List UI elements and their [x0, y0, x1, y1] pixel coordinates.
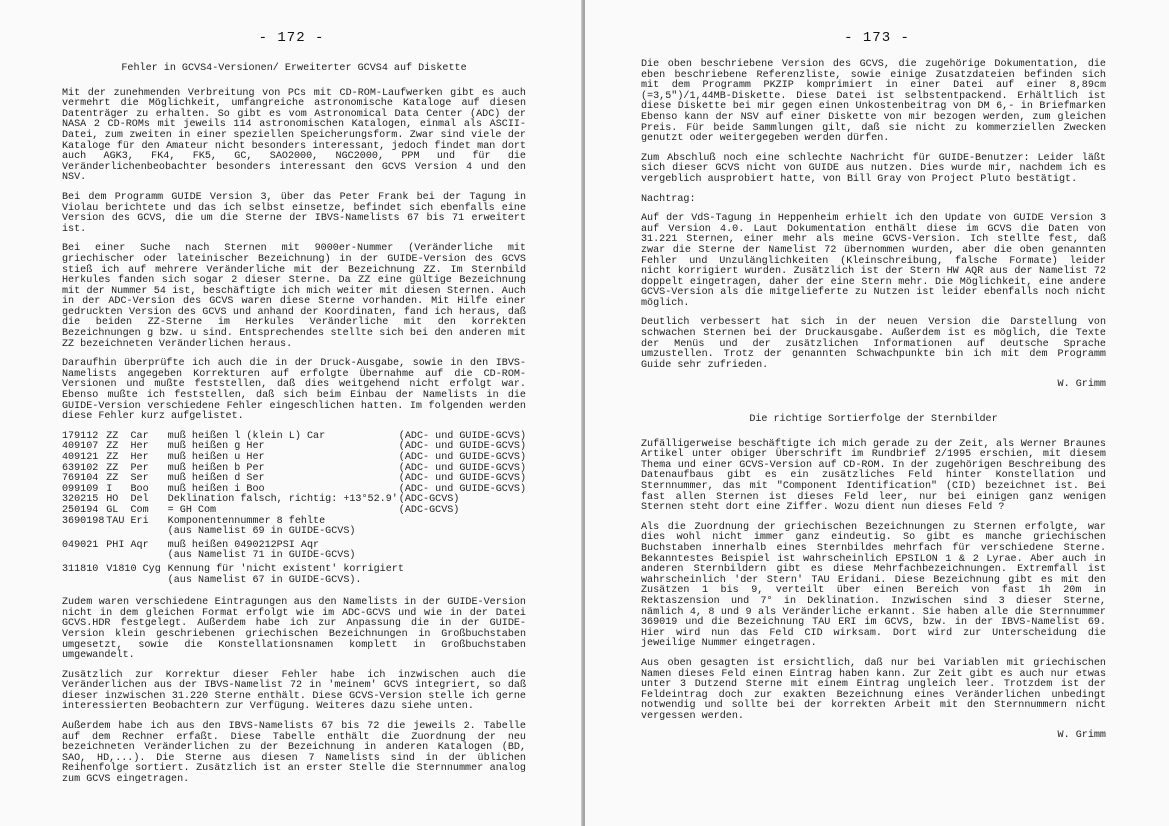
- table-row-continuation: [62, 576, 526, 587]
- correction-text: muß heißen l (klein L) Car: [167, 430, 326, 442]
- table-row: [62, 453, 526, 464]
- star-number: 769104: [62, 473, 99, 485]
- star-name: ZZ Her: [106, 452, 149, 463]
- paragraph: Zum Abschluß noch eine schlechte Nachricht für GUIDE-Benutzer: Leider läßt sich dieser GCVS nicht von GUIDE aus nutzen. Dies wurde mir, nachdem ich es vergeblich ausprobiert hatte, von Bill Gray von Project Pluto bestätigt.: [641, 152, 1106, 185]
- star-number: 049021: [62, 539, 99, 551]
- paragraph: Zudem waren verschiedene Eintragungen aus den Namelists in der GUIDE-Version nicht in dem gleichen Format erfolgt wie im ADC-GCVS und wie in der Datei GCVS.HDR festgelegt. Außerdem habe ich zur Anpassung die in der GUIDE-Version klein geschriebenen griechischen Bezeichnungen in Großbuchstaben umgesetzt, sowie die Konstellationsnamen komplett in Großbuchstaben umgewandelt.: [62, 597, 526, 662]
- right-text-column: [641, 60, 1106, 748]
- star-name: ZZ Ser: [106, 473, 149, 485]
- correction-text: Komponentennummer 8 fehlte: [167, 515, 326, 527]
- paragraph: Daraufhin überprüfte ich auch die in der Druck-Ausgabe, sowie in den IBVS-Namelists angegeben Korrekturen auf erfolgte Übernahme auf die CD-ROM-Versionen und mußte feststellen, daß dies weitgehend nicht erfolgt war. Ebenso mußte ich feststellen, daß sich beim Einbau der Namelists in die GUIDE-Version verschiedene Fehler eingeschlichen hatten. Im folgenden werden diese Fehler kurz aufgelistet.: [62, 358, 526, 423]
- star-name: ZZ Car: [106, 430, 149, 442]
- left-page: [0, 0, 583, 826]
- correction-text: Deklination falsch, richtig: +13°52.9': [167, 494, 398, 506]
- left-text-column: [62, 60, 526, 795]
- star-name: GL Com: [106, 504, 149, 516]
- star-number: 179112: [62, 430, 99, 442]
- article-heading-gcvs4: Fehler in GCVS4-Versionen/ Erweiterter GCVS4 auf Diskette: [121, 63, 467, 74]
- star-number: 099109: [62, 483, 99, 495]
- page-number-left: - 172 -: [258, 30, 325, 46]
- star-number: 320215: [62, 494, 99, 506]
- correction-text: muß heißen i Boo: [167, 483, 265, 495]
- table-row: [62, 506, 526, 517]
- corrections-table: [62, 432, 526, 586]
- source-note: (ADC- und GUIDE-GCVS): [398, 441, 526, 453]
- page-number-right: - 173 -: [844, 30, 910, 46]
- star-name: ZZ Per: [106, 462, 149, 474]
- article-heading-sortierfolge: Die richtige Sortierfolge der Sternbilder: [749, 414, 998, 426]
- star-number: 250194: [62, 504, 99, 516]
- paragraph: Aus oben gesagten ist ersichtlich, daß nur bei Variablen mit griechischen Namen dieses Feld einen Eintrag haben kann. Zur Zeit gibt es auch nur etwas unter 3 Dutzend Sterne mit einem Eintrag ungleich leer. Trotzdem ist der Feldeintrag doch zur exakten Bezeichnung eines Veränderlichen unbedingt notwendig und sollte bei der korrekten Arbeit mit den Sternnummern nicht vergessen werden.: [641, 657, 1106, 722]
- source-note: (ADC-GCVS): [398, 504, 460, 516]
- star-name: V1810 Cyg: [106, 563, 161, 575]
- paragraph: Deutlich verbessert hat sich in der neuen Version die Darstellung von schwachen Sternen bei der Druckausgabe. Außerdem ist es möglich, die Texte der Menüs und der zusätzlichen Informationen auf deutsche Sprache umzustellen. Trotz der genannten Schwachpunkte bin ich mit dem Programm Guide sehr zufrieden.: [641, 317, 1106, 371]
- author-signature: W. Grimm: [1057, 730, 1106, 742]
- author-signature: W. Grimm: [1057, 379, 1106, 391]
- table-row-continuation: [62, 551, 526, 562]
- source-note: (ADC- und GUIDE-GCVS): [398, 473, 526, 485]
- paragraph: Bei einer Suche nach Sternen mit 9000er-Nummer (Veränderliche mit griechischer oder lateinischer Bezeichnung) in der GUIDE-Version des GCVS stieß ich auf mehrere Veränderliche mit der Bezeichnung ZZ. Im Sternbild Herkules fanden sich sogar 2 dieser Sterne. Da ZZ eine gültige Bezeichnung mit der Nummer 54 ist, beschäftigte ich mich weiter mit diesen Sternen. Auch in der ADC-Version des GCVS waren diese Sterne vorhanden. Mit Hilfe einer gedruckten Version des GCVS und anhand der Koordinaten, fand ich heraus, daß die beiden ZZ-Sterne im Herkules Veränderliche mit den korrekten Bezeichnungen g bzw. u sind. Entsprechendes stellte sich bei den anderen mit ZZ bezeichneten Veränderlichen heraus.: [62, 243, 526, 350]
- star-number: 409121: [62, 452, 99, 463]
- star-name: ZZ Her: [106, 441, 149, 453]
- star-name: PHI Aqr: [106, 539, 149, 551]
- correction-note: (aus Namelist 71 in GUIDE-GCVS): [167, 550, 356, 562]
- right-page: [585, 0, 1169, 826]
- paragraph: Die oben beschriebene Version des GCVS, die zugehörige Dokumentation, die eben beschriebene Referenzliste, sowie einige Zusatzdateien befinden sich mit dem Programm PKZIP komprimiert in einer Datei auf einer 8,89cm (=3,5")/1,44MB-Diskette. Diese Datei ist selbstentpackend. Erhältlich ist diese Diskette bei mir gegen einen Unkostenbeitrag von DM 6,- in Briefmarken Ebenso kann der NSV auf einer Diskette von mir bezogen werden, zum gleichen Preis. Für beide Sammlungen gilt, daß sie nicht zu kommerziellen Zwecken genutzt oder weitergegeben werden dürfen.: [641, 59, 1106, 145]
- correction-text: muß heißen d Ser: [167, 473, 265, 485]
- correction-text: muß heißen g Her: [167, 441, 265, 453]
- source-note: (ADC-GCVS): [398, 494, 460, 506]
- correction-text: muß heißen u Her: [167, 452, 265, 463]
- star-number: 311810: [62, 563, 99, 575]
- correction-text: = GH Com: [167, 504, 217, 516]
- paragraph: Außerdem habe ich aus den IBVS-Namelists 67 bis 72 die jeweils 2. Tabelle auf dem Rechner erfaßt. Diese Tabelle enthält die Zuordnung der neu bezeichneten Veränderlichen zu der Bezeichnung in anderen Katalogen (BD, SAO, HD,...). Die Sterne aus diesen 7 Namelists sind in der üblichen Reihenfolge sortiert. Zusätzlich ist an erster Stelle die Sternnummer analog zum GCVS eingetragen.: [62, 721, 526, 786]
- source-note: (ADC- und GUIDE-GCVS): [398, 483, 526, 495]
- star-number: 639102: [62, 462, 99, 474]
- star-number: 3690198: [62, 515, 105, 527]
- correction-text: muß heißen 0490212PSI Aqr: [167, 539, 320, 551]
- addendum-label: Nachtrag:: [641, 193, 696, 205]
- paragraph: Mit der zunehmenden Verbreitung von PCs mit CD-ROM-Laufwerken gibt es auch vermehrt die Möglichkeit, umfangreiche astronomische Kataloge auf diesen Datenträger zu erhalten. So gibt es vom Astronomical Data Center (ADC) der NASA 2 CD-ROMs mit jeweils 114 astronomischen Katalogen, einmal als ASCII-Datei, zum zweiten in einer speziellen Speicherungsform. Zwar sind viele der Kataloge für den Amateur nicht besonders interessant, jedoch findet man dort auch AGK3, FK4, FK5, GC, SAO2000, NGC2000, PPM und für die Veränderlichenbeobachter besonders interessant den GCVS Version 4 und den NSV.: [62, 87, 526, 184]
- table-row-continuation: [62, 527, 526, 538]
- paragraph: Auf der VdS-Tagung in Heppenheim erhielt ich den Update von GUIDE Version 3 auf Version 4.0. Laut Dokumentation enthält diese im GCVS die Daten von 31.221 Sternen, einer mehr als meine GCVS-Version. Ich stellte fest, daß zwar die Sterne der Namelist 72 übernommen wurden, aber die oben genannten Fehler und Unzulänglichkeiten (Kleinschreibung, falsche Formate) leider nicht korrigiert wurden. Zusätzlich ist der Stern HW AQR aus der Namelist 72 doppelt eingetragen, daher der eine Stern mehr. Die Möglichkeit, eine andere GCVS-Version als die mitgelieferte zu Nutzen ist leider ebenfalls noch nicht möglich.: [641, 213, 1106, 309]
- source-note: (ADC- und GUIDE-GCVS): [398, 430, 526, 442]
- paragraph: Zufälligerweise beschäftigte ich mich gerade zu der Zeit, als Werner Braunes Artikel unter obiger Überschrift im Rundbrief 2/1995 erschien, mit diesem Thema und einer GCVS-Version auf CD-ROM. In der zugehörigen Beschreibung des Datenaufbaus gibt es ein zusätzliches Feld hinter Konstellation und Sternnummer, das mit "Component Identification" (CID) bezeichnet ist. Bei fast allen Sternen ist dieses Feld leer, nur bei einigen ganz wenigen Sternen steht dort eine Ziffer. Wozu dient nun dieses Feld ?: [641, 438, 1106, 514]
- correction-text: Kennung für 'nicht existent' korrigiert: [167, 563, 404, 575]
- source-note: (ADC- und GUIDE-GCVS): [398, 452, 526, 463]
- source-note: (ADC- und GUIDE-GCVS): [398, 462, 526, 474]
- correction-note: (aus Namelist 67 in GUIDE-GCVS).: [167, 574, 362, 586]
- star-name: TAU Eri: [106, 515, 149, 527]
- paragraph: Bei dem Programm GUIDE Version 3, über das Peter Frank bei der Tagung in Violau berichtete und das ich selbst einsetze, befindet sich ebenfalls eine Version des GCVS, die um die Sterne der IBVS-Namelists 67 bis 71 erweitert ist.: [62, 191, 526, 235]
- star-number: 409107: [62, 441, 99, 453]
- paragraph: Zusätzlich zur Korrektur dieser Fehler habe ich inzwischen auch die Veränderlichen aus der IBVS-Namelist 72 in 'meinem' GCVS integriert, so daß dieser inzwischen 31.220 Sterne enthält. Diese GCVS-Version stelle ich gerne interessierten Beobachtern zur Verfügung. Weiteres dazu siehe unten.: [62, 669, 526, 713]
- star-name: HO Del: [106, 494, 149, 506]
- table-row: [62, 562, 526, 576]
- paragraph: Als die Zuordnung der griechischen Bezeichnungen zu Sternen erfolgte, war dies wohl nicht immer ganz eindeutig. So gibt es manche griechischen Buchstaben innerhalb eines Sternbildes mehrfach für verschiedene Sterne. Bekanntestes Beispiel ist wahrscheinlich EPSILON 1 & 2 Lyrae. Aber auch in anderen Sternbildern gibt es diese Mehrfachbezeichnungen. Extremfall ist wahrscheinlich 'der Stern' TAU Eridani. Diese Bezeichnung gibt es mit den Zusätzen 1 bis 9, verteilt über einen Bereich von fast 1h 20m in Rektaszension und 7° in Deklination. Inzwischen sind 3 dieser Sterne, nämlich 4, 8 und 9 als Veränderliche erkannt. Sie haben alle die Sternnummer 369019 und die Bezeichnung TAU ERI im GCVS, bzw. in der IBVS-Namelist 69. Hier wird nun das Feld CID wirksam. Dort wird zur Unterscheidung die jeweilige Nummer eingetragen.: [641, 521, 1106, 650]
- correction-text: muß heißen b Per: [167, 462, 265, 474]
- correction-note: (aus Namelist 69 in GUIDE-GCVS): [167, 526, 356, 538]
- star-name: I Boo: [106, 483, 149, 495]
